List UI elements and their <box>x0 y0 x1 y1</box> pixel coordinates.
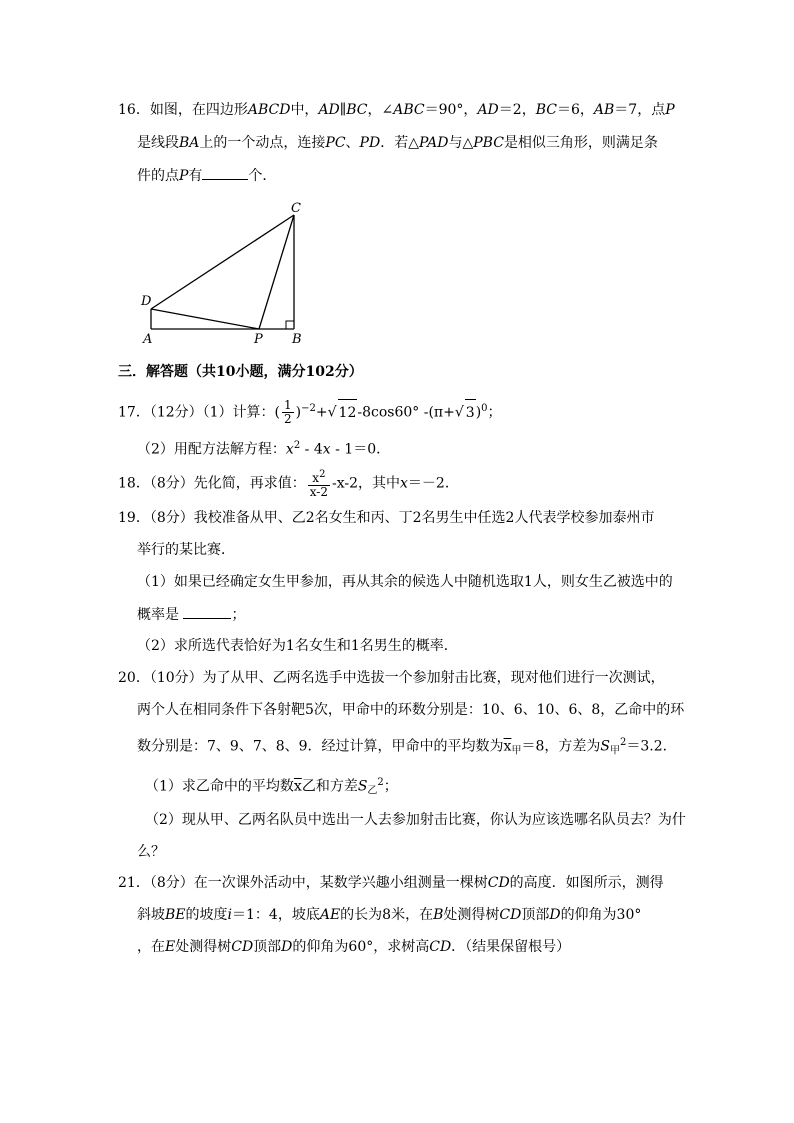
right-angle-mark <box>286 321 294 329</box>
fraction-one-half: $\frac{1}{2}$ <box>284 398 292 427</box>
q20-line1: 20．（10分）为了从甲、乙两名选手中选拔一个参加射击比赛，现对他们进行一次测试， <box>118 670 665 686</box>
answer-blank-q19[interactable] <box>183 604 231 619</box>
q19-line3: （1）如果已经确定女生甲参加，再从其余的候选人中随机选取1人，则女生乙被选中的 <box>137 574 673 590</box>
q21-line2: 斜坡BE的坡度i＝1：4，坡底AE的长为8米，在B处测得树CD顶部D的仰角为30° <box>137 907 642 923</box>
q19-line4: 概率是 ； <box>137 604 245 625</box>
q21-line1: 21．（8分）在一次课外活动中，某数学兴趣小组测量一棵树CD的高度．如图所示，测得 <box>118 875 664 891</box>
answer-blank-q16[interactable] <box>202 165 248 180</box>
q20-line6: 么？ <box>137 844 165 860</box>
section-title: 三．解答题（共10小题，满分102分） <box>118 364 363 380</box>
segment-dc <box>151 215 294 309</box>
quadrilateral-figure <box>138 198 318 348</box>
segment-pc <box>259 215 294 329</box>
fraction-x2-over-x-2: $\frac{x^2}{x-2}$ <box>309 469 328 499</box>
q16-line1: 16．如图，在四边形ABCD中，AD∥BC，∠ABC＝90°，AD＝2，BC＝6，AB＝7，点P <box>118 102 675 118</box>
q17-line1: 17．（12分）（1）计算：( $\frac{1}{2}$ )$^{-2}$+√ 12-8cos60° -(π+√ 3)$^0$； <box>118 398 502 427</box>
label-p: P <box>254 332 263 347</box>
q19-line5: （2）求所选代表恰好为1名女生和1名男生的概率． <box>137 638 458 654</box>
q20-line4: （1）求乙命中的平均数$\overline{x}$乙和方差$S_乙^2$； <box>145 777 398 797</box>
q19-line1: 19．（8分）我校准备从甲、乙2名女生和丙、丁2名男生中任选2人代表学校参加泰州市 <box>118 510 655 526</box>
q16-line3: 件的点P有 个． <box>137 165 276 186</box>
label-c: C <box>291 201 301 216</box>
q16-line2: 是线段BA上的一个动点，连接PC、PD．若△PAD与△PBC是相似三角形，则满足条 <box>137 135 658 151</box>
q17-line2: （2）用配方法解方程：$x^2 - 4x - 1=0$． <box>137 440 391 458</box>
q19-line2: 举行的某比赛． <box>137 542 235 558</box>
segment-dp <box>151 309 259 329</box>
q21-line3: ，在E处测得树CD顶部D的仰角为60°，求树高CD．（结果保留根号） <box>137 939 571 955</box>
label-a: A <box>143 332 153 347</box>
q20-line5: （2）现从甲、乙两名队员中选出一人去参加射击比赛，你认为应该选哪名队员去？为什 <box>145 812 686 828</box>
q20-line2: 两个人在相同条件下各射靶5次，甲命中的环数分别是：10、6、10、6、8，乙命中的环 <box>137 702 685 718</box>
label-d: D <box>141 294 152 309</box>
label-b: B <box>292 332 302 347</box>
q18-line: 18．（8分）先化简，再求值： $\frac{x^2}{x-2}$ -x-2，其中x＝－2． <box>118 469 459 499</box>
q20-line3: 数分别是：7、9、7、8、9．经过计算，甲命中的平均数为$\overline{x}_甲=8$，方差为$S_甲^2=3.2$． <box>137 737 677 757</box>
